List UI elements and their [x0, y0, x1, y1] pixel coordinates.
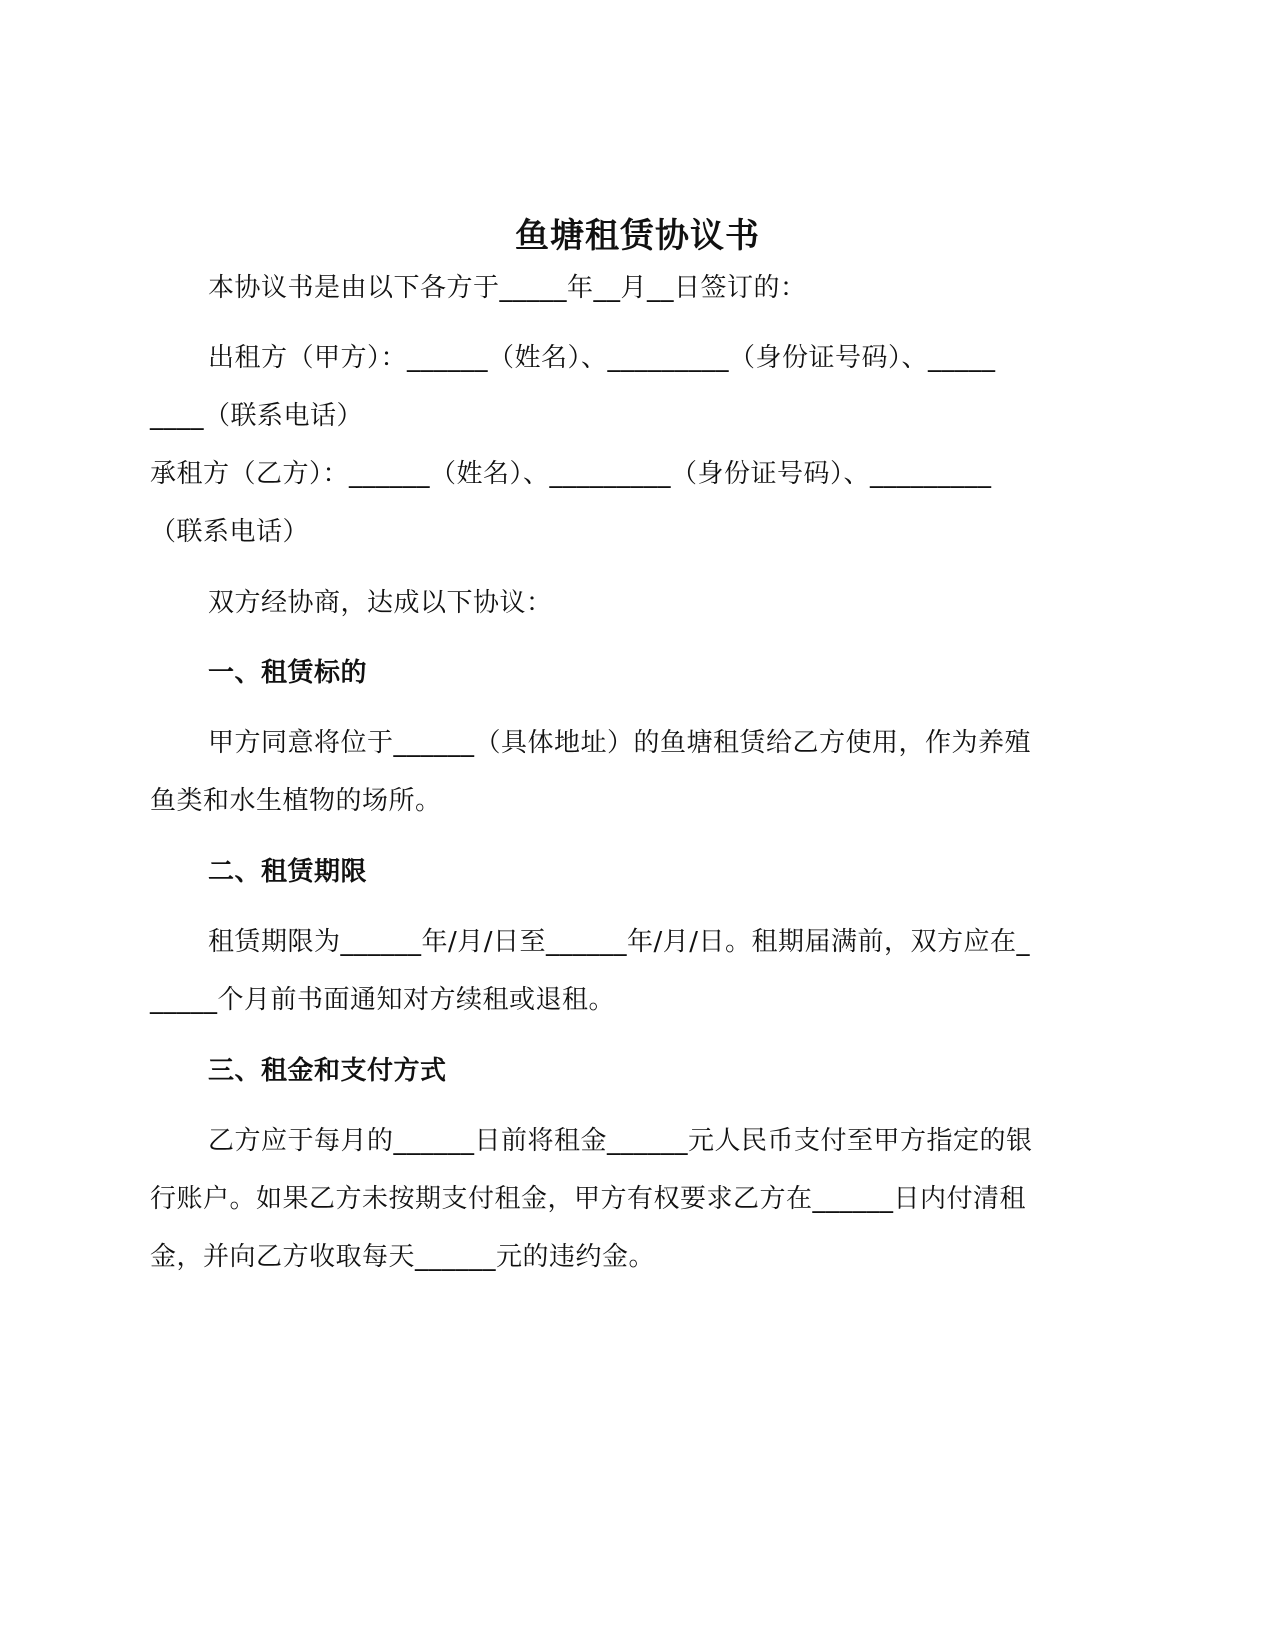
section-1-paragraph: 甲方同意将位于______（具体地址）的鱼塘租赁给乙方使用，作为养殖: [208, 728, 1032, 758]
lessor-line: 出租方（甲方）：______（姓名）、_________（身份证号码）、_____: [208, 343, 996, 373]
section-heading-3: 三、租金和支付方式: [208, 1056, 447, 1086]
lessee-line: 承租方（乙方）：______（姓名）、_________（身份证号码）、_________: [150, 459, 992, 489]
section-heading-1: 一、租赁标的: [208, 658, 368, 688]
lessor-line-cont: ____（联系电话）: [150, 401, 364, 431]
signing-date-line: 本协议书是由以下各方于_____年__月__日签订的：: [208, 273, 807, 303]
section-3-paragraph: 乙方应于每月的______日前将租金______元人民币支付至甲方指定的银: [208, 1126, 1033, 1156]
lessee-line-cont: （联系电话）: [150, 517, 310, 547]
section-1-paragraph-cont: 鱼类和水生植物的场所。: [150, 786, 442, 816]
section-3-paragraph-cont-1: 行账户。如果乙方未按期支付租金，甲方有权要求乙方在______日内付清租: [150, 1184, 1027, 1214]
section-heading-2: 二、租赁期限: [208, 857, 368, 887]
section-3-paragraph-cont-2: 金，并向乙方收取每天______元的违约金。: [150, 1242, 656, 1272]
agreement-intro: 双方经协商，达成以下协议：: [208, 588, 553, 618]
section-2-paragraph-cont: _____个月前书面通知对方续租或退租。: [150, 985, 616, 1015]
section-2-paragraph: 租赁期限为______年/月/日至______年/月/日。租期届满前，双方应在_: [208, 927, 1031, 957]
document-title: 鱼塘租赁协议书: [515, 216, 760, 256]
